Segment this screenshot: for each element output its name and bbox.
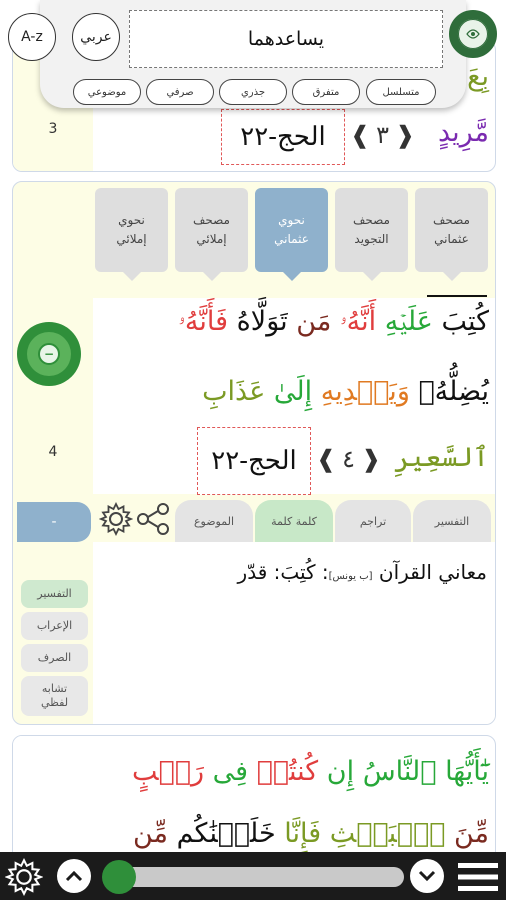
scroll-up-button[interactable] xyxy=(57,859,91,893)
ayah-word[interactable]: مِّنَ xyxy=(453,818,489,849)
tab-label: مصحف إملائي xyxy=(192,213,230,246)
menu-icon[interactable] xyxy=(456,861,500,893)
tab-label: التفسير xyxy=(434,514,470,528)
chip-label: موضوعي xyxy=(87,86,127,98)
chip-label: متسلسل xyxy=(382,86,420,98)
reference-label: الحج-٢٢ xyxy=(211,446,297,476)
side-irab-button[interactable] xyxy=(21,612,88,640)
ayah-word[interactable]: ٱلۡبَعۡثِ xyxy=(329,818,446,849)
ayah-line-2 xyxy=(133,820,489,847)
ornament-icon: ❰ xyxy=(350,121,371,149)
tab-label: كلمة كلمة xyxy=(271,514,317,528)
chip-root[interactable] xyxy=(219,79,287,105)
ornament-icon: ❱ xyxy=(395,121,416,149)
tab-grammar-uthmani[interactable] xyxy=(255,188,328,272)
chip-label: صرفي xyxy=(166,86,194,98)
ayah-word[interactable]: ٱلسَّعِيرِ xyxy=(394,442,489,473)
settings-icon[interactable] xyxy=(5,858,43,896)
top-header xyxy=(0,0,506,110)
verse-number: 3 xyxy=(48,121,58,137)
side-button-label: تشابه لفظي xyxy=(40,681,69,709)
tab-word-by-word[interactable] xyxy=(255,500,333,542)
ayah-word[interactable]: كُنتُمۡ xyxy=(256,756,319,787)
tab-label: مصحف التجويد xyxy=(352,213,390,246)
ayah-word[interactable]: يَٰٓأَيُّهَا xyxy=(445,756,489,787)
side-button-label: الإعراب xyxy=(36,618,73,632)
tab-translations[interactable] xyxy=(335,500,411,542)
verse-slider-track[interactable] xyxy=(104,867,404,887)
tab-label: نحوي إملائي xyxy=(116,213,147,246)
side-similar-words-button[interactable] xyxy=(21,676,88,716)
tab-imlai-mushaf[interactable] xyxy=(175,188,248,272)
meaning-line xyxy=(238,560,487,584)
collapse-tab[interactable] xyxy=(17,502,91,542)
ayah-line-1 xyxy=(132,758,489,785)
tab-tajweed-mushaf[interactable] xyxy=(335,188,408,272)
verse-number: 4 xyxy=(48,444,58,460)
quran-logo-icon xyxy=(464,25,482,43)
chevron-up-icon xyxy=(65,870,83,882)
ayah-line-3 xyxy=(394,444,489,471)
tab-topic[interactable] xyxy=(175,500,253,542)
language-label: عربي xyxy=(80,29,112,45)
ayah-word[interactable]: فَإِنَّا xyxy=(284,818,322,849)
settings-icon[interactable] xyxy=(99,502,133,536)
chip-scattered[interactable] xyxy=(292,79,360,105)
ayah-number: ٤ xyxy=(342,445,355,473)
ayah-word[interactable]: كُتِبَ xyxy=(441,306,489,337)
chip-thematic[interactable] xyxy=(73,79,141,105)
ayah-end-marker xyxy=(347,115,418,155)
chip-sequential[interactable] xyxy=(366,79,436,105)
ayah-word[interactable]: خَلَقۡنَٰكُم xyxy=(176,818,276,849)
ayah-word[interactable]: عَلَيۡهِ xyxy=(384,306,433,337)
ayah-word[interactable]: فِى xyxy=(212,756,249,787)
ayah-word[interactable]: يُضِلُّهُۥ xyxy=(418,376,489,407)
ayah-word[interactable]: وَيَهۡدِيهِ xyxy=(320,376,410,407)
ayah-word[interactable]: أَنَّهُۥ xyxy=(339,306,377,337)
play-control[interactable] xyxy=(17,322,81,386)
side-sarf-button[interactable] xyxy=(21,644,88,672)
ayah-line-1 xyxy=(178,308,489,335)
tab-label: الموضوع xyxy=(193,514,235,528)
ornament-icon: ❱ xyxy=(361,445,382,473)
tab-grammar-imlai[interactable] xyxy=(95,188,168,272)
az-label: A-z xyxy=(21,29,43,45)
minus-icon: − xyxy=(38,343,60,365)
tab-label: تراجم xyxy=(359,514,387,528)
scroll-down-button[interactable] xyxy=(410,859,444,893)
ayah-word[interactable]: إِن xyxy=(326,756,355,787)
side-button-label: الصرف xyxy=(37,650,72,664)
play-control-ring xyxy=(27,332,71,376)
language-button[interactable] xyxy=(72,13,120,61)
logo-inner xyxy=(458,19,488,49)
az-button[interactable] xyxy=(8,13,56,61)
ayah-word[interactable]: رَيۡبٍ xyxy=(132,756,204,787)
search-value: يساعدهما xyxy=(247,28,325,50)
collapse-label: - xyxy=(51,514,57,530)
verse-reference[interactable] xyxy=(221,109,345,165)
search-input[interactable] xyxy=(129,10,443,68)
ayah-word[interactable]: إِلَىٰ xyxy=(273,376,313,407)
chip-label: جذري xyxy=(240,86,266,98)
chip-label: متفرق xyxy=(312,86,340,98)
share-icon[interactable] xyxy=(135,502,171,536)
verse-reference[interactable] xyxy=(197,427,311,495)
side-button-label: التفسير xyxy=(37,586,72,600)
overline-mark xyxy=(427,295,487,297)
ayah-number: ٣ xyxy=(376,121,389,149)
ayah-word[interactable]: ٱلنَّاسُ xyxy=(362,756,437,787)
verse-card-4 xyxy=(12,181,496,725)
meaning-title: معاني القرآن xyxy=(378,560,487,584)
tab-tafsir[interactable] xyxy=(413,500,491,542)
ornament-icon: ❰ xyxy=(316,445,337,473)
ayah-word[interactable]: عَذَابِ xyxy=(202,376,266,407)
ayah-word[interactable]: بِعَ xyxy=(467,61,489,92)
app-logo[interactable] xyxy=(449,10,497,58)
verse-slider-thumb[interactable] xyxy=(102,860,136,894)
ayah-word[interactable]: مَّرِيدٍ xyxy=(437,117,489,148)
ayah-line-2 xyxy=(202,378,489,405)
ayah-word[interactable]: فَأَنَّهُۥ xyxy=(178,306,229,337)
bottom-toolbar xyxy=(0,852,506,900)
ayah-word[interactable]: تَوَلَّاهُ xyxy=(236,306,288,337)
ayah-end-marker xyxy=(313,439,384,479)
chevron-down-icon xyxy=(418,870,436,882)
meaning-text: : كُتِبَ: قدّر xyxy=(237,560,329,584)
tab-label: مصحف عثماني xyxy=(432,213,470,246)
ayah-word[interactable]: مَن xyxy=(296,306,332,337)
tab-label: نحوي عثماني xyxy=(274,213,309,246)
reference-label: الحج-٢٢ xyxy=(240,122,326,152)
chip-morphological[interactable] xyxy=(146,79,214,105)
ayah-word[interactable]: مِّن xyxy=(132,818,168,849)
side-tafsir-button[interactable] xyxy=(21,580,88,608)
tab-uthmani-mushaf[interactable] xyxy=(415,188,488,272)
meaning-source: [ب يونس] xyxy=(328,571,373,582)
